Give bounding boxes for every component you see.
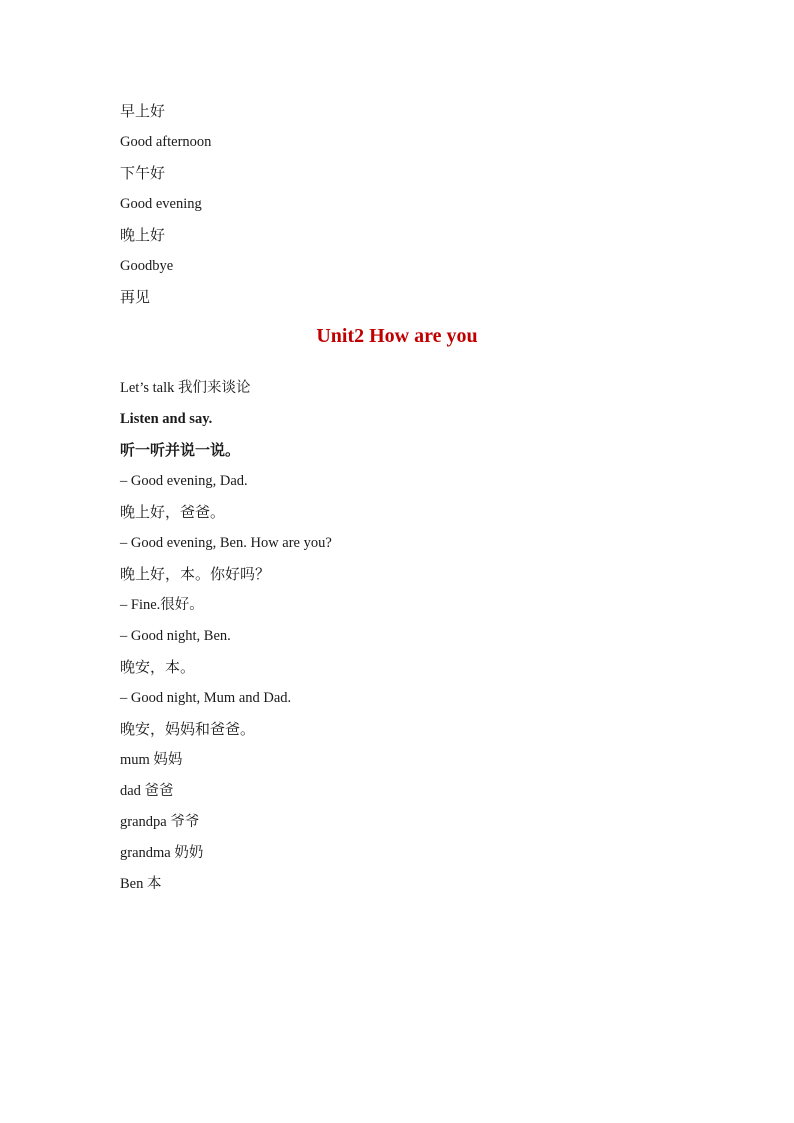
text-line: – Good evening, Dad. [120, 473, 248, 489]
text-line: Let’s talk 我们来谈论 [120, 380, 251, 396]
dialogue-list [120, 375, 720, 902]
text-line: Listen and say. [120, 411, 213, 427]
text-line: mum 妈妈 [120, 752, 183, 768]
text-line: – Fine.很好。 [120, 597, 204, 613]
text-line: Goodbye [120, 258, 174, 274]
chinese-text-line: 早上好 [120, 102, 166, 120]
text-line: dad 爸爸 [120, 783, 174, 799]
text-line: grandma 奶奶 [120, 845, 204, 861]
text-line: – Good night, Mum and Dad. [120, 690, 292, 706]
chinese-text-line: 晚上好 [120, 226, 166, 244]
text-line: – Good night, Ben. [120, 628, 231, 644]
chinese-text-line: 晚安，妈妈和爸爸。 [120, 720, 256, 738]
text-line: Good afternoon [120, 134, 212, 150]
text-line: – Good evening, Ben. How are you? [120, 535, 332, 551]
text-line: Good evening [120, 196, 202, 212]
text-line: grandpa 爷爷 [120, 814, 200, 830]
chinese-text-line: 再见 [120, 288, 151, 306]
chinese-text-line: 听一听并说一说。 [120, 441, 241, 459]
greetings-list [120, 98, 720, 315]
chinese-text-line: 晚上好，爸爸。 [120, 503, 226, 521]
chinese-text-line: 晚安，本。 [120, 658, 196, 676]
unit-title: Unit2 How are you [316, 325, 478, 347]
chinese-text-line: 晚上好，本。你好吗？ [120, 565, 271, 583]
chinese-text-line: 下午好 [120, 164, 166, 182]
text-line: Ben 本 [120, 876, 162, 892]
